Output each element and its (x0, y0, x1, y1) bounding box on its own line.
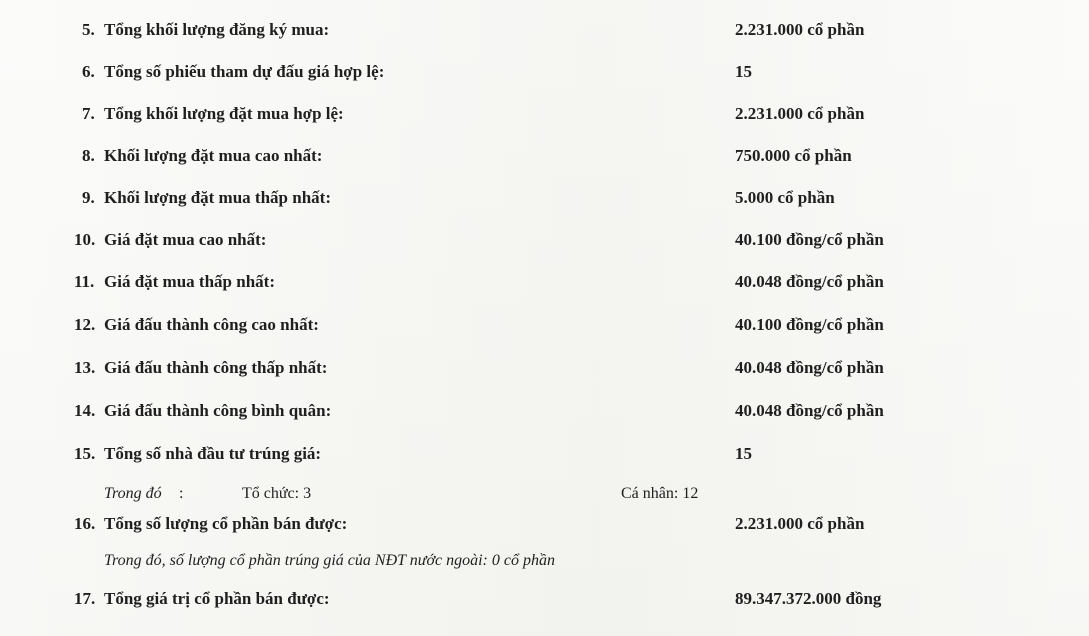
list-item (0, 225, 1089, 255)
item-number: 5. (82, 20, 95, 39)
foreign-investor-note: Trong đó, số lượng cổ phần trúng giá của NĐT nước ngoài: 0 cổ phần (104, 552, 555, 569)
item-label: Tổng số lượng cổ phần bán được: (104, 514, 348, 533)
item-value: 89.347.372.000 đồng (735, 589, 882, 608)
item-value: 5.000 cổ phần (735, 188, 835, 207)
item-value: 15 (735, 62, 752, 81)
item-label: Giá đặt mua cao nhất: (104, 230, 267, 249)
item-value: 40.100 đồng/cổ phần (735, 230, 884, 249)
item-number: 16. (74, 514, 96, 533)
item-label: Giá đấu thành công thấp nhất: (104, 358, 328, 377)
item-label: Tổng khối lượng đăng ký mua: (104, 20, 330, 39)
list-item (0, 99, 1089, 129)
item-label: Khối lượng đặt mua thấp nhất: (104, 188, 331, 207)
item-label: Tổng số phiếu tham dự đấu giá hợp lệ: (104, 62, 385, 81)
item-label: Giá đặt mua thấp nhất: (104, 272, 275, 291)
list-item (0, 584, 1089, 614)
item-value: 2.231.000 cổ phần (735, 514, 865, 533)
item-label: Tổng giá trị cổ phần bán được: (104, 589, 330, 608)
item-number: 12. (74, 315, 96, 334)
item-number: 17. (74, 589, 96, 608)
item-number: 11. (74, 272, 95, 291)
list-item-note (0, 546, 1089, 576)
item-number: 13. (74, 358, 96, 377)
list-item (0, 439, 1089, 469)
item-label: Tổng số nhà đầu tư trúng giá: (104, 444, 322, 463)
item-value: 2.231.000 cổ phần (735, 20, 865, 39)
item-value: 40.048 đồng/cổ phần (735, 272, 884, 291)
item-number: 8. (82, 146, 95, 165)
list-item (0, 396, 1089, 426)
list-item (0, 267, 1089, 297)
item-value: 40.048 đồng/cổ phần (735, 358, 884, 377)
list-item (0, 57, 1089, 87)
organizations-count: Tổ chức: 3 (242, 485, 312, 502)
item-number: 14. (74, 401, 96, 420)
list-item (0, 353, 1089, 383)
item-value: 2.231.000 cổ phần (735, 104, 865, 123)
item-value: 40.048 đồng/cổ phần (735, 401, 884, 420)
note-colon: : (179, 485, 184, 502)
item-label: Tổng khối lượng đặt mua hợp lệ: (104, 104, 344, 123)
list-item-note (0, 479, 1089, 509)
individuals-count: Cá nhân: 12 (621, 485, 699, 502)
item-number: 10. (74, 230, 96, 249)
item-label: Khối lượng đặt mua cao nhất: (104, 146, 323, 165)
item-number: 7. (82, 104, 95, 123)
list-item (0, 15, 1089, 45)
item-value: 750.000 cổ phần (735, 146, 852, 165)
list-item (0, 509, 1089, 539)
list-item (0, 141, 1089, 171)
list-item (0, 310, 1089, 340)
item-label: Giá đấu thành công cao nhất: (104, 315, 319, 334)
item-label: Giá đấu thành công bình quân: (104, 401, 332, 420)
note-prefix: Trong đó (104, 485, 162, 502)
item-number: 15. (74, 444, 96, 463)
item-value: 40.100 đồng/cổ phần (735, 315, 884, 334)
item-value: 15 (735, 444, 752, 463)
item-number: 9. (82, 188, 95, 207)
item-number: 6. (82, 62, 95, 81)
list-item (0, 183, 1089, 213)
